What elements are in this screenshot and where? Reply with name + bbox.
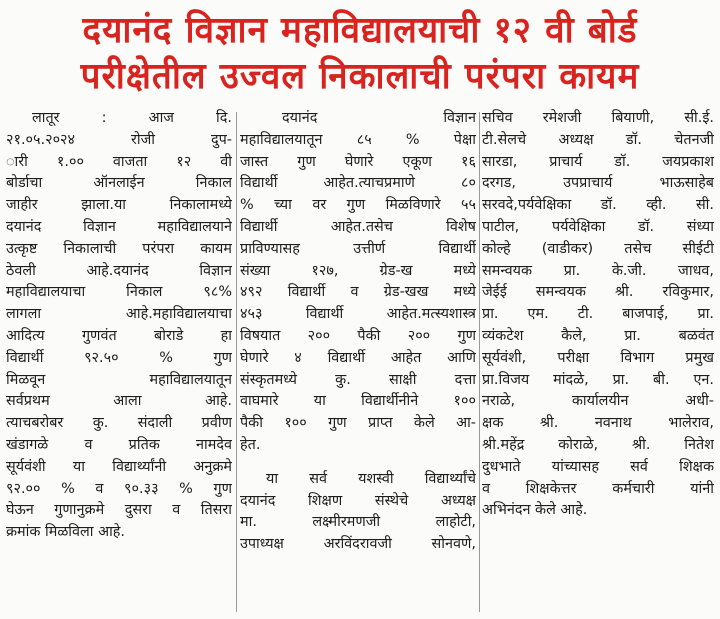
text-line: आदित्य गुणवंत बोराडे हा bbox=[6, 327, 232, 344]
text-line: पैकी १०० गुण प्राप्त केले आ- bbox=[240, 415, 476, 432]
text-line: ४९२ विद्यार्थी व ग्रेड-खख मध्ये bbox=[240, 284, 476, 301]
text-line: सूर्यवंशी, परीक्षा विभाग प्रमुख bbox=[482, 349, 714, 366]
text-line: हेत. bbox=[240, 436, 261, 453]
text-line: महाविद्यालयातून ८५ % पेक्षा bbox=[240, 131, 476, 148]
text-line: संख्या १२७, ग्रेड-ख मध्ये bbox=[240, 262, 476, 279]
text-line: नराळे, कार्यालयीन अधी- bbox=[482, 393, 714, 410]
column-divider bbox=[479, 112, 480, 612]
text-line: अभिनंदन केले आहे. bbox=[482, 502, 588, 519]
text-line: सारडा, प्राचार्य डॉ. जयप्रकाश bbox=[482, 153, 714, 170]
text-line: त्याचबरोबर कु. संदाली प्रवीण bbox=[6, 415, 232, 432]
text-line: दयानंद विज्ञान महाविद्यालयाने bbox=[6, 218, 232, 235]
text-line: सचिव रमेशजी बियाणी, सी.ई. bbox=[482, 110, 714, 126]
article-column-1 bbox=[6, 108, 232, 619]
text-line: लातूर : आज दि. bbox=[32, 110, 232, 126]
paragraph-gap bbox=[240, 457, 476, 469]
text-line: व शिक्षकेत्तर कर्मचारी यांनी bbox=[482, 480, 714, 497]
text-line: वाघमारे या विद्यार्थीनीने १०० bbox=[240, 393, 476, 410]
text-line: प्रा.विजय मांदळे, प्रा. बी. एन. bbox=[482, 371, 714, 388]
text-line: सूर्यवंशी या विद्यार्थ्यांनी अनुक्रमे bbox=[6, 458, 232, 475]
text-line: घेऊन गुणानुक्रमे दुसरा व तिसरा bbox=[6, 502, 232, 519]
text-line: % च्या वर गुण मिळविणारे ५५ bbox=[240, 197, 476, 214]
article-body bbox=[0, 108, 720, 619]
text-line: सरवदे,पर्यवेक्षिका डॉ. व्ही. सी. bbox=[482, 197, 714, 214]
text-line: दयानंद विज्ञान bbox=[282, 110, 476, 126]
text-line: महाविद्यालयाचा निकाल ९८% bbox=[6, 284, 232, 301]
text-line: जेईई समन्वयक श्री. रविकुमार, bbox=[482, 284, 714, 301]
text-line: लागला आहे.महाविद्यालयाचा bbox=[6, 306, 232, 323]
text-line: प्रा. एम. टी. बाजपाई, प्रा. bbox=[482, 306, 714, 323]
text-line: खंडागळे व प्रतिक नामदेव bbox=[6, 436, 232, 453]
text-line: दयानंद शिक्षण संस्थेचे अध्यक्ष bbox=[240, 492, 476, 509]
text-line: २१.०५.२०२४ रोजी दुप- bbox=[6, 131, 232, 148]
text-line: विद्यार्थी आहेत.तसेच विशेष bbox=[240, 218, 476, 235]
text-line: ारी १.०० वाजता १२ वी bbox=[6, 153, 232, 170]
text-line: विद्यार्थी आहेत.त्याचप्रमाणे ८० bbox=[240, 175, 476, 192]
text-line: मा. लक्ष्मीरमणजी लाहोटी, bbox=[240, 514, 476, 531]
text-line: बोर्डाचा ऑनलाईन निकाल bbox=[6, 175, 232, 192]
article-column-3 bbox=[482, 108, 714, 619]
headline-line-2: परीक्षेतील उज्वल निकालाची परंपरा कायम bbox=[80, 56, 640, 97]
text-line: पाटील, पर्यवेक्षिका डॉ. संध्या bbox=[482, 218, 714, 235]
text-line: जाहीर झाला.या निकालामध्ये bbox=[6, 197, 232, 214]
headline-line-1: दयानंद विज्ञान महाविद्यालयाची १२ वी बोर्ड bbox=[82, 10, 638, 51]
text-line: ४५३ विद्यार्थी आहेत.मत्स्यशास्त्र bbox=[240, 306, 476, 323]
text-line: टी.सेलचे अध्यक्ष डॉ. चेतनजी bbox=[482, 131, 714, 148]
text-line: सर्वप्रथम आला आहे. bbox=[6, 393, 232, 410]
text-line: जास्त गुण घेणारे एकूण १६ bbox=[240, 153, 476, 170]
text-line: संस्कृतमध्ये कु. साक्षी दत्ता bbox=[240, 371, 476, 388]
text-line: ९२.०० % व ९०.३३ % गुण bbox=[6, 480, 232, 497]
text-line: घेणारे ४ विद्यार्थी आहेत आणि bbox=[240, 349, 476, 366]
text-line: क्षक श्री. नवनाथ भालेराव, bbox=[482, 415, 714, 432]
text-line: प्राविण्यासह उत्तीर्ण विद्यार्थी bbox=[240, 240, 476, 257]
text-line: समन्वयक प्रा. के.जी. जाधव, bbox=[482, 262, 714, 279]
text-line: उपाध्यक्ष अरविंदरावजी सोनवणे, bbox=[240, 536, 476, 553]
text-line: ठेवली आहे.दयानंद विज्ञान bbox=[6, 262, 232, 279]
column-divider bbox=[236, 112, 237, 612]
text-line: व्यंकटेश कैले, प्रा. बळवंत bbox=[482, 327, 714, 344]
text-line: उत्कृष्ट निकालाची परंपरा कायम bbox=[6, 240, 232, 257]
text-line: मिळवून महाविद्यालयातून bbox=[6, 371, 232, 388]
text-line: श्री.महेंद्र कोराळे, श्री. नितेश bbox=[482, 436, 714, 453]
article-column-2 bbox=[240, 108, 476, 619]
text-line: दुधभाते यांच्यासह सर्व शिक्षक bbox=[482, 458, 714, 475]
text-line: दरगड, उपप्राचार्य भाऊसाहेब bbox=[482, 175, 714, 192]
text-line: विषयात २०० पैकी २०० गुण bbox=[240, 327, 476, 344]
text-line: या सर्व यशस्वी विद्यार्थ्यांचे bbox=[266, 470, 476, 487]
text-line: कोल्हे (वाडीकर) तसेच सीईटी bbox=[482, 240, 714, 257]
text-line: क्रमांक मिळविला आहे. bbox=[6, 524, 125, 541]
text-line: विद्यार्थी ९२.५० % गुण bbox=[6, 349, 232, 366]
